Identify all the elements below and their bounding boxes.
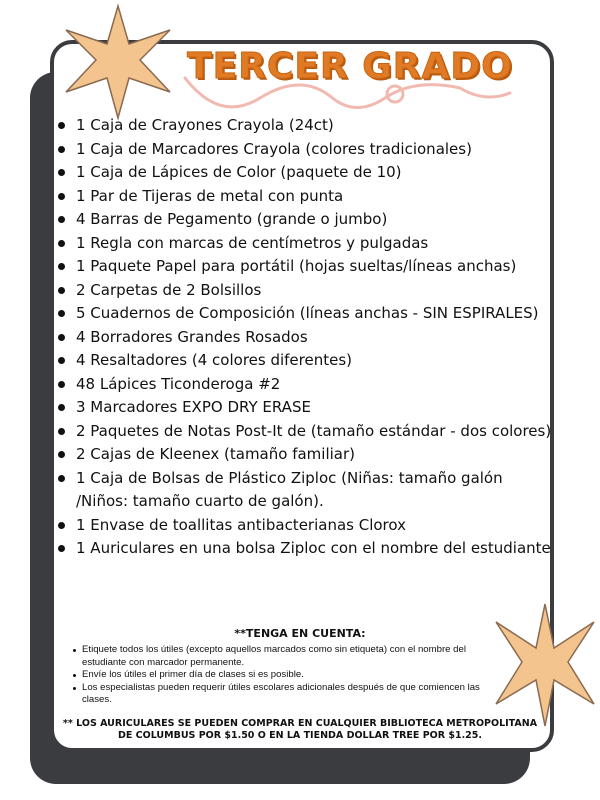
star-icon — [490, 600, 600, 730]
supply-list — [56, 114, 556, 561]
list-item: 5 Cuadernos de Composición (líneas anchas - SIN ESPIRALES) — [56, 302, 556, 326]
headphones-footnote: ** LOS AURICULARES SE PUEDEN COMPRAR EN CUALQUIER BIBLIOTECA METROPOLITANA DE COLUMBUS POR $1.50 O EN LA TIENDA DOLLAR TREE POR $1.25. — [62, 718, 538, 741]
list-item: 4 Barras de Pegamento (grande o jumbo) — [56, 208, 556, 232]
list-item: 1 Caja de Lápices de Color (paquete de 10) — [56, 161, 556, 185]
star-icon — [58, 2, 178, 122]
list-item: 2 Cajas de Kleenex (tamaño familiar) — [56, 443, 556, 467]
note-heading: **TENGA EN CUENTA: — [234, 627, 366, 640]
notes-list — [72, 644, 502, 707]
list-item: 1 Caja de Marcadores Crayola (colores tradicionales) — [56, 138, 556, 162]
page-title: TERCER GRADO — [187, 46, 513, 87]
list-item: 1 Regla con marcas de centímetros y pulgadas — [56, 232, 556, 256]
list-item: 4 Resaltadores (4 colores diferentes) — [56, 349, 556, 373]
list-item: 2 Paquetes de Notas Post-It de (tamaño estándar - dos colores) — [56, 420, 556, 444]
list-item: 1 Envase de toallitas antibacterianas Clorox — [56, 514, 556, 538]
list-item: 48 Lápices Ticonderoga #2 — [56, 373, 556, 397]
note-item: Etiquete todos los útiles (excepto aquellos marcados como sin etiqueta) con el nombre del estudiante con marcador permanente. — [72, 644, 502, 669]
list-item: 2 Carpetas de 2 Bolsillos — [56, 279, 556, 303]
note-item: Los especialistas pueden requerir útiles escolares adicionales después de que comiencen las clases. — [72, 682, 502, 707]
list-item: 1 Par de Tijeras de metal con punta — [56, 185, 556, 209]
note-item: Envíe los útiles el primer día de clases si es posible. — [72, 669, 502, 682]
list-item: 1 Auriculares en una bolsa Ziploc con el nombre del estudiante — [56, 537, 556, 561]
list-item: 1 Caja de Crayones Crayola (24ct) — [56, 114, 556, 138]
list-item: 1 Paquete Papel para portátil (hojas sueltas/líneas anchas) — [56, 255, 556, 279]
list-item: 3 Marcadores EXPO DRY ERASE — [56, 396, 556, 420]
list-item: 4 Borradores Grandes Rosados — [56, 326, 556, 350]
list-item: 1 Caja de Bolsas de Plástico Ziploc (Niñas: tamaño galón /Niños: tamaño cuarto de galón). — [56, 467, 556, 514]
